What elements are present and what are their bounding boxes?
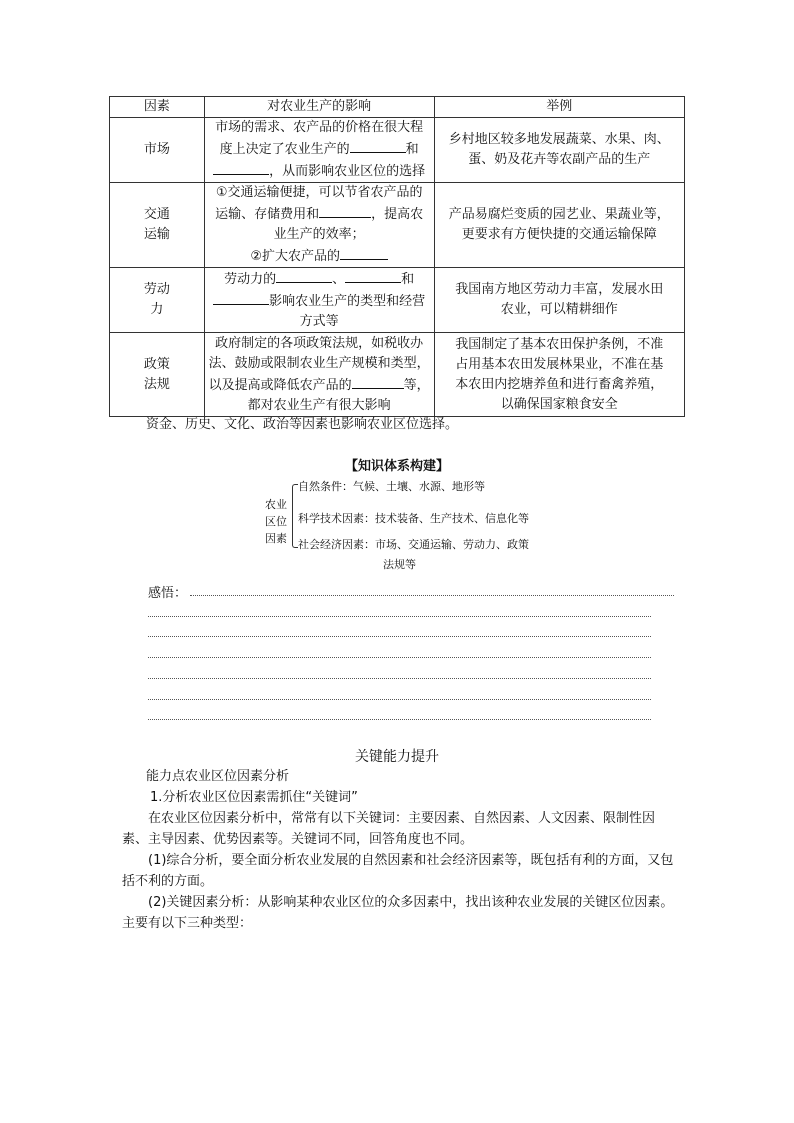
factor-cell: 政策 法规 — [110, 333, 205, 417]
paragraph: 能力点农业区位因素分析 — [146, 769, 290, 784]
paragraph: (2)关键因素分析：从影响某种农业区位的众多因素中，找出该种农业发展的关键区位因素。主要有以下三种类型： — [122, 895, 674, 931]
fill-blank[interactable] — [213, 290, 269, 305]
fill-blank[interactable] — [340, 245, 388, 260]
knowledge-title: 【知识体系构建】 — [344, 459, 449, 474]
table-row — [110, 333, 685, 417]
tree-item: 科学技术因素：技术装备、生产技术、信息化等 — [298, 512, 529, 525]
example-cell: 我国南方地区劳动力丰富，发展水田 农业，可以精耕细作 — [434, 268, 684, 333]
answer-line[interactable] — [148, 699, 651, 700]
effect-cell: ①交通运输便捷，可以节省农产品的 运输、存储费用和 ，提高农 业生产的效率； ②扩大农产品的 — [204, 183, 434, 268]
fill-blank[interactable] — [319, 203, 371, 218]
answer-line[interactable] — [148, 616, 651, 617]
factor-cell: 劳动 力 — [110, 268, 205, 333]
fill-blank[interactable] — [276, 268, 332, 283]
table-row — [110, 118, 685, 183]
effect-cell: 劳动力的 、 和 影响农业生产的类型和经营 方式等 — [204, 268, 434, 333]
effect-cell: 政府制定的各项政策法规，如税收办 法、鼓励或限制农业生产规模和类型， 以及提高或降低农产品的 等， 都对农业生产有很大影响 — [204, 333, 434, 417]
effect-cell: 市场的需求、农产品的价格在很大程 度上决定了农业生产的 和 ，从而影响农业区位的选择 — [204, 118, 434, 183]
paragraph: 1.分析农业区位因素需抓住“关键词” — [150, 790, 358, 805]
table-row — [110, 183, 685, 268]
factor-cell: 交通 运输 — [110, 183, 205, 268]
section-title: 关键能力提升 — [355, 749, 439, 765]
table-row — [110, 268, 685, 333]
answer-line[interactable] — [148, 678, 651, 679]
fill-blank[interactable] — [213, 160, 269, 175]
answer-line[interactable] — [190, 595, 674, 596]
header-effect: 对农业生产的影响 — [204, 97, 434, 118]
tree-root: 农业 区位 因素 — [265, 498, 287, 545]
example-cell: 乡村地区较多地发展蔬菜、水果、肉、 蛋、奶及花卉等农副产品的生产 — [434, 118, 684, 183]
header-factor: 因素 — [110, 97, 205, 118]
answer-line[interactable] — [148, 719, 651, 720]
answer-line[interactable] — [148, 636, 651, 637]
answer-line[interactable] — [148, 657, 651, 658]
paragraph: 在农业区位因素分析中，常常有以下关键词：主要因素、自然因素、人文因素、限制性因素、主导因素、优势因素等。关键词不同，回答角度也不同。 — [122, 811, 656, 847]
table-header-row — [110, 97, 685, 118]
example-cell: 产品易腐烂变质的园艺业、果蔬业等， 更要求有方便快捷的交通运输保障 — [434, 183, 684, 268]
factor-cell: 市场 — [110, 118, 205, 183]
note-text: 资金、历史、文化、政治等因素也影响农业区位选择。 — [146, 417, 459, 432]
fill-blank[interactable] — [350, 138, 406, 153]
header-example: 举例 — [434, 97, 684, 118]
fill-blank[interactable] — [345, 268, 401, 283]
fill-blank[interactable] — [352, 374, 404, 389]
paragraph: (1)综合分析，要全面分析农业发展的自然因素和社会经济因素等，既包括有利的方面，又包括不利的方面。 — [122, 853, 674, 889]
insight-label: 感悟： — [148, 586, 188, 601]
tree-item: 社会经济因素：市场、交通运输、劳动力、政策 法规等 — [298, 538, 529, 571]
example-cell: 我国制定了基本农田保护条例，不准 占用基本农田发展林果业，不准在基 本农田内挖塘养鱼和进行畜禽养殖， 以确保国家粮食安全 — [434, 333, 684, 417]
tree-item: 自然条件：气候、土壤、水源、地形等 — [298, 480, 485, 493]
knowledge-tree — [262, 478, 562, 570]
agri-factor-table — [109, 96, 685, 417]
